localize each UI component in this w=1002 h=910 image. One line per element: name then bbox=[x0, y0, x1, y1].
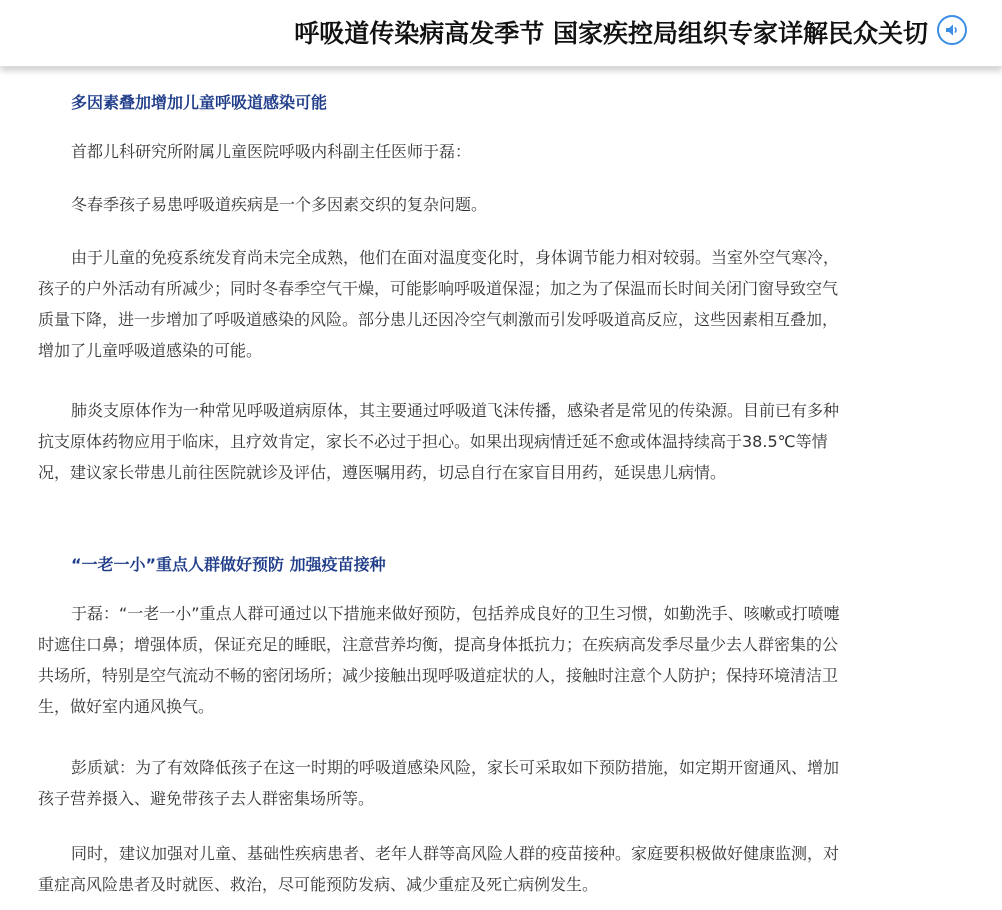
paragraph-4: 肺炎支原体作为一种常见呼吸道病原体，其主要通过呼吸道飞沫传播，感染者是常见的传染源。目前已有多种抗支原体药物应用于临床，且疗效肯定，家长不必过于担心。如果出现病情迁延不愈或体温持续高于38.5℃等情况，建议家长带患儿前往医院就诊及评估，遵医嘱用药，切忌自行在家盲目用药，延误患儿病情。 bbox=[38, 401, 840, 482]
paragraph-6: 彭质斌：为了有效降低孩子在这一时期的呼吸道感染风险，家长可采取如下预防措施，如定期开窗通风、增加孩子营养摄入、避免带孩子去人群密集场所等。 bbox=[38, 758, 840, 808]
audio-play-button[interactable] bbox=[937, 15, 967, 45]
paragraph-7: 同时，建议加强对儿童、基础性疾病患者、老年人群等高风险人群的疫苗接种。家庭要积极做好健康监测，对重症高风险患者及时就医、救治，尽可能预防发病、减少重症及死亡病例发生。 bbox=[38, 844, 840, 894]
paragraph-5: 于磊：“一老一小”重点人群可通过以下措施来做好预防，包括养成良好的卫生习惯，如勤洗手、咳嗽或打喷嚏时遮住口鼻；增强体质，保证充足的睡眠，注意营养均衡，提高身体抵抗力；在疾病高发季尽量少去人群密集的公共场所，特别是空气流动不畅的密闭场所；减少接触出现呼吸道症状的人，接触时注意个人防护；保持环境清洁卫生，做好室内通风换气。 bbox=[38, 604, 840, 716]
paragraph-3: 由于儿童的免疫系统发育尚未完全成熟，他们在面对温度变化时，身体调节能力相对较弱。当室外空气寒冷，孩子的户外活动有所减少；同时冬春季空气干燥，可能影响呼吸道保湿；加之为了保温而长时间关闭门窗导致空气质量下降，进一步增加了呼吸道感染的风险。部分患儿还因冷空气刺激而引发呼吸道高反应，这些因素相互叠加，增加了儿童呼吸道感染的可能。 bbox=[38, 248, 840, 360]
article-body bbox=[0, 66, 1002, 910]
speaker-icon bbox=[944, 22, 960, 38]
section-heading-1: 多因素叠加增加儿童呼吸道感染可能 bbox=[71, 93, 328, 112]
top-bar bbox=[0, 0, 1002, 67]
section-heading-2: “一老一小”重点人群做好预防 加强疫苗接种 bbox=[71, 555, 386, 574]
page-title: 呼吸道传染病高发季节 国家疾控局组织专家详解民众关切 bbox=[294, 19, 928, 48]
paragraph-1: 首都儿科研究所附属儿童医院呼吸内科副主任医师于磊： bbox=[71, 142, 472, 161]
paragraph-2: 冬春季孩子易患呼吸道疾病是一个多因素交织的复杂问题。 bbox=[71, 195, 488, 214]
